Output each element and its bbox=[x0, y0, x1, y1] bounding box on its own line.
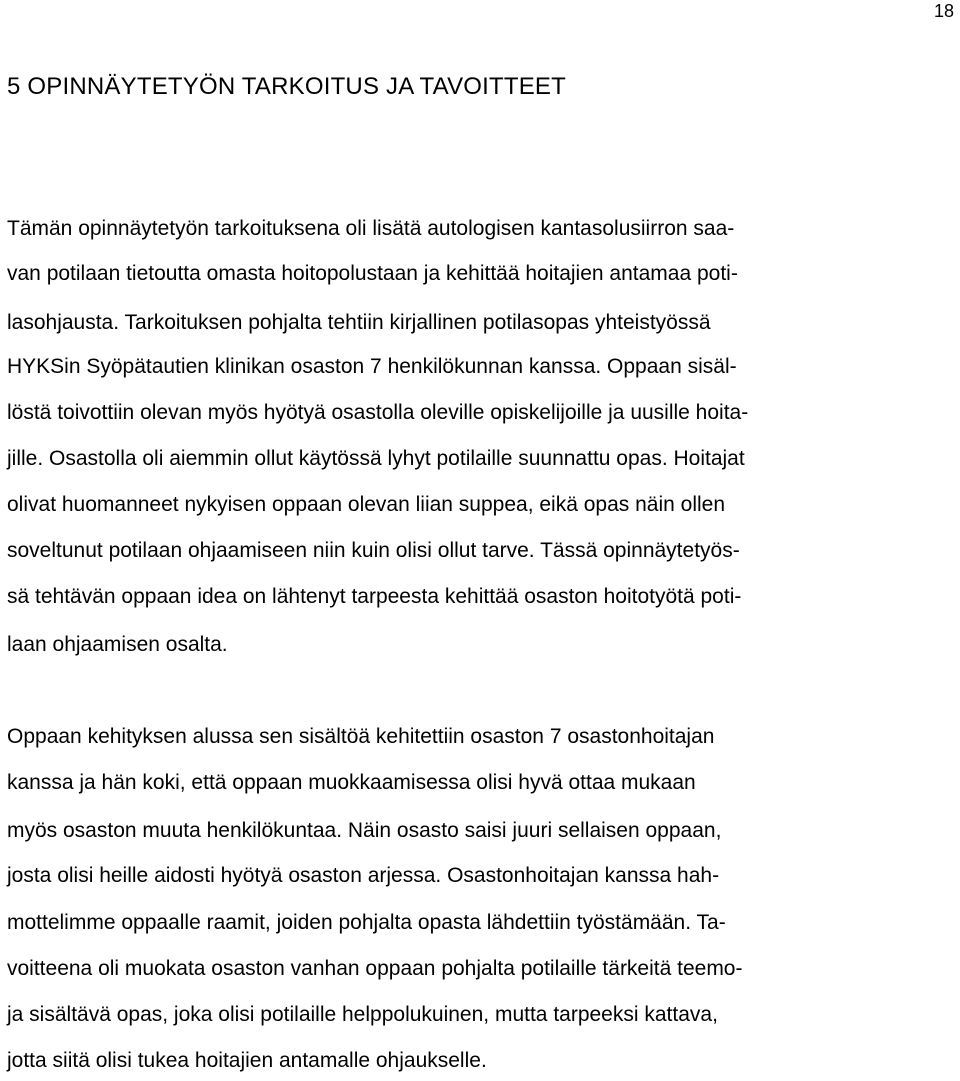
paragraph-line: josta olisi heille aidosti hyötyä osaston arjessa. Osastonhoitajan kanssa hah- bbox=[7, 864, 720, 887]
paragraph-line: jille. Osastolla oli aiemmin ollut käytössä lyhyt potilaille suunnattu opas. Hoitajat bbox=[7, 447, 745, 470]
paragraph-line: Tämän opinnäytetyön tarkoituksena oli lisätä autologisen kantasolusiirron saa- bbox=[7, 217, 735, 240]
section-heading: 5 OPINNÄYTETYÖN TARKOITUS JA TAVOITTEET bbox=[7, 73, 567, 100]
paragraph-line: sä tehtävän oppaan idea on lähtenyt tarpeesta kehittää osaston hoitotyötä poti- bbox=[7, 585, 742, 608]
paragraph-line: mottelimme oppaalle raamit, joiden pohjalta opasta lähdettiin työstämään. Ta- bbox=[7, 911, 726, 934]
paragraph-line: jotta siitä olisi tukea hoitajien antamalle ohjaukselle. bbox=[7, 1049, 487, 1072]
paragraph-line: Oppaan kehityksen alussa sen sisältöä kehitettiin osaston 7 osastonhoitajan bbox=[7, 725, 715, 748]
paragraph-line: lasohjausta. Tarkoituksen pohjalta tehtiin kirjallinen potilasopas yhteistyössä bbox=[7, 311, 711, 334]
paragraph-line: ja sisältävä opas, joka olisi potilaille helppolukuinen, mutta tarpeeksi kattava, bbox=[7, 1003, 718, 1026]
paragraph-line: myös osaston muuta henkilökuntaa. Näin osasto saisi juuri sellaisen oppaan, bbox=[7, 819, 722, 842]
paragraph-line: soveltunut potilaan ohjaamiseen niin kuin olisi ollut tarve. Tässä opinnäytetyös- bbox=[7, 539, 740, 562]
paragraph-line: van potilaan tietoutta omasta hoitopolustaan ja kehittää hoitajien antamaa poti- bbox=[7, 262, 738, 285]
paragraph-line: kanssa ja hän koki, että oppaan muokkaamisessa olisi hyvä ottaa mukaan bbox=[7, 771, 696, 794]
page-number: 18 bbox=[933, 1, 954, 21]
paragraph-line: löstä toivottiin olevan myös hyötyä osastolla oleville opiskelijoille ja uusille hoita- bbox=[7, 401, 749, 424]
paragraph-line: olivat huomanneet nykyisen oppaan olevan liian suppea, eikä opas näin ollen bbox=[7, 493, 726, 516]
paragraph-line: voitteena oli muokata osaston vanhan oppaan pohjalta potilaille tärkeitä teemo- bbox=[7, 957, 743, 980]
paragraph-line: laan ohjaamisen osalta. bbox=[7, 633, 228, 656]
paragraph-line: HYKSin Syöpätautien klinikan osaston 7 henkilökunnan kanssa. Oppaan sisäl- bbox=[7, 355, 737, 378]
